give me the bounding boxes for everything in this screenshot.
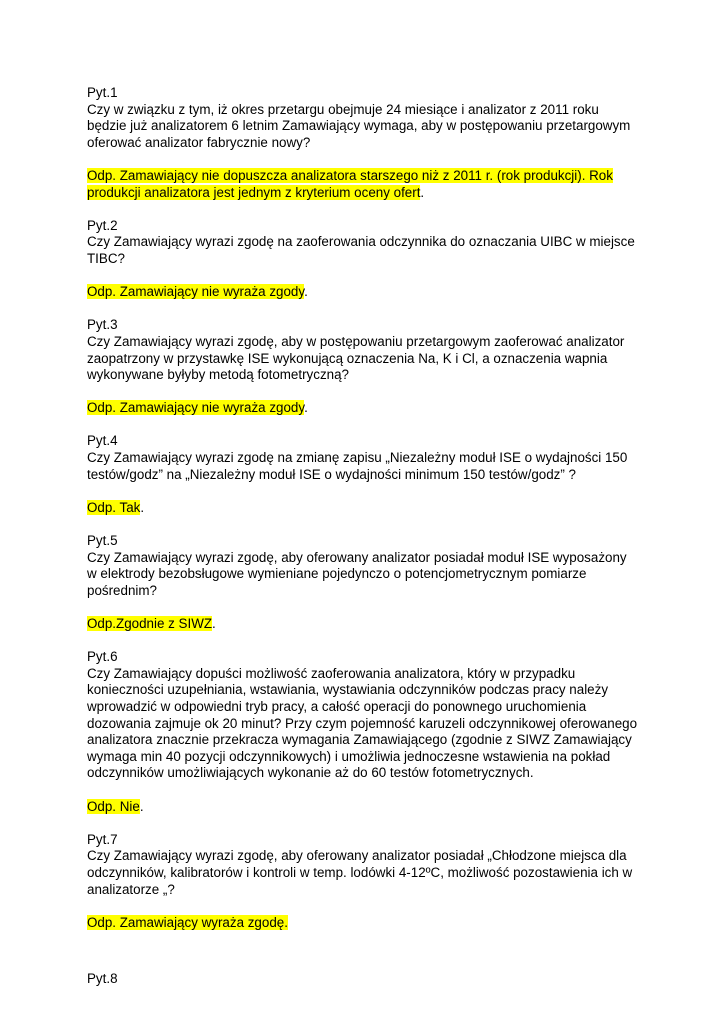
- answer-highlight: Odp. Zamawiający nie wyraża zgody: [87, 284, 305, 300]
- answer-line: [87, 915, 639, 932]
- question-line: oferować analizator fabrycznie nowy?: [87, 134, 311, 150]
- answer-highlight: Odp. Tak: [87, 499, 141, 515]
- question-line: Czy Zamawiający dopuści możliwość zaoferowania analizatora, który w przypadku: [87, 665, 576, 681]
- answer-highlight: Odp.Zgodnie z SIWZ: [87, 616, 213, 631]
- answer-line: [87, 500, 639, 517]
- question-label: Pyt.1: [87, 85, 118, 100]
- question-label: Pyt.3: [87, 317, 118, 333]
- question-line: TIBC?: [87, 250, 125, 266]
- question-block: [87, 85, 639, 201]
- question-line: odczynników, kalibratorów i kontroli w temp. lodówki 4-12ºC, możliwość pozostawienia ich w: [87, 864, 633, 880]
- answer-line: [87, 168, 639, 185]
- question-line: Czy Zamawiający wyrazi zgodę na zmianę zapisu „Niezależny moduł ISE o wydajności 150: [87, 450, 628, 466]
- question-line: pośrednim?: [87, 582, 157, 598]
- question-block: [87, 317, 639, 417]
- question-line: będzie już analizatorem 6 letnim Zamawiający wymaga, aby w postępowaniu przetargowym: [87, 118, 631, 134]
- answer-tail: .: [304, 400, 308, 416]
- answer-line: [87, 400, 639, 417]
- answer-tail: .: [304, 284, 308, 300]
- answer-tail: .: [212, 616, 216, 631]
- question-line: wprowadzić w odpowiedni tryb pracy, a całość operacji do ponownego uruchomienia: [87, 698, 587, 714]
- question-block: [87, 433, 639, 516]
- answer-highlight: Odp. Zamawiający nie wyraża zgody: [87, 400, 305, 416]
- question-line: zaopatrzony w przystawkę ISE wykonującą oznaczenia Na, K i Cl, a oznaczenia wapnia: [87, 350, 608, 366]
- answer-line: [87, 616, 639, 633]
- question-line: Czy Zamawiający wyrazi zgodę, aby oferowany analizator posiadał moduł ISE wyposażony: [87, 549, 627, 565]
- answer-highlight: produkcji analizatora jest jednym z kryterium oceny ofert: [87, 184, 421, 200]
- question-line: Czy w związku z tym, iż okres przetargu obejmuje 24 miesiące i analizator z 2011 roku: [87, 101, 599, 117]
- question-line: wykonywane byłyby metodą fotometryczną?: [87, 367, 349, 383]
- question-label: Pyt.4: [87, 433, 118, 449]
- question-line: analizatorze „?: [87, 881, 175, 897]
- question-line: dozowania zajmuje ok 20 minut? Przy czym pojemność karuzeli odczynnikowej oferowanego: [87, 715, 638, 731]
- question-line: Czy Zamawiający wyrazi zgodę, aby oferowany analizator posiadał „Chłodzone miejsca dla: [87, 848, 627, 864]
- question-label: Pyt.8: [87, 971, 118, 987]
- answer-highlight: Odp. Nie: [87, 798, 140, 814]
- question-line: Czy Zamawiający wyrazi zgodę na zaoferowania odczynnika do oznaczania UIBC w miejsce: [87, 234, 635, 250]
- question-line: odczynników umożliwiających wykonanie aż do 60 testów fotometrycznych.: [87, 765, 534, 781]
- question-line: analizatora znacznie przekracza wymagania Zamawiającego (zgodnie z SIWZ Zamawiający: [87, 732, 632, 748]
- question-label: Pyt.6: [87, 649, 118, 665]
- question-line: konieczności uzupełniania, wstawiania, wystawiania odczynników podczas pracy należy: [87, 682, 609, 698]
- question-line: testów/godz” na „Niezależny moduł ISE o wydajności minimum 150 testów/godz” ?: [87, 466, 576, 482]
- question-line: wymaga min 40 pozycji odczynnikowych) i umożliwia jednoczesne wstawienia na pokład: [87, 748, 611, 764]
- answer-highlight: Odp. Zamawiający wyraża zgodę.: [87, 914, 288, 930]
- question-label: Pyt.5: [87, 533, 118, 549]
- question-line: w elektrody bezobsługowe wymieniane pojedynczo o potencjometrycznym pomiarze: [87, 566, 587, 582]
- question-block: [87, 649, 639, 815]
- question-label: Pyt.7: [87, 831, 118, 847]
- question-line: Czy Zamawiający wyrazi zgodę, aby w postępowaniu przetargowym zaoferować analizator: [87, 333, 625, 349]
- question-block: [87, 533, 639, 633]
- answer-tail: .: [420, 184, 425, 200]
- answer-line: [87, 185, 639, 202]
- document-page: [87, 85, 639, 988]
- answer-tail: .: [139, 798, 144, 814]
- answer-line: [87, 799, 639, 816]
- question-block: [87, 832, 639, 932]
- question-block: [87, 218, 639, 301]
- question-label: Pyt.2: [87, 217, 118, 233]
- answer-highlight: Odp. Zamawiający nie dopuszcza analizatora starszego niż z 2011 r. (rok produkcji). Rok: [87, 167, 613, 183]
- answer-line: [87, 284, 639, 301]
- answer-tail: .: [140, 499, 145, 515]
